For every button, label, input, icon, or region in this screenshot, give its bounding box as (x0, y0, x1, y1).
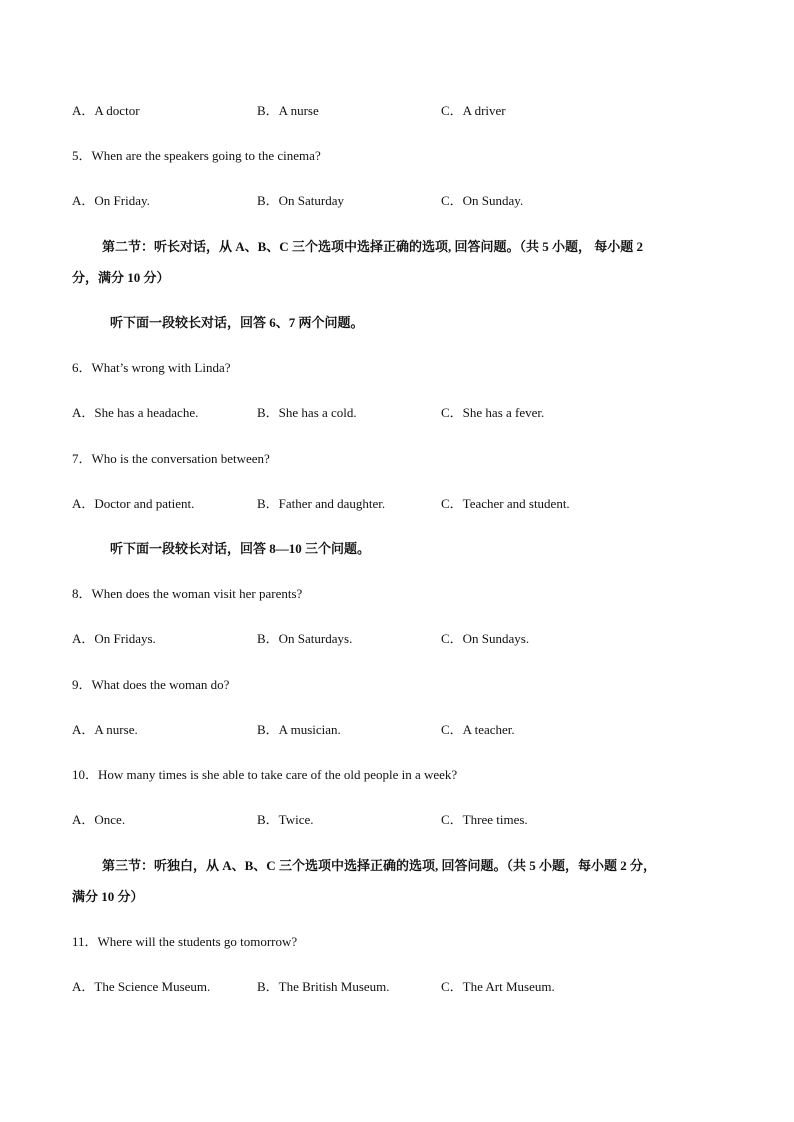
q8-stem: 8．When does the woman visit her parents? (72, 586, 303, 601)
section3-heading-line2: 满分 10 分） (72, 889, 144, 904)
q10-stem: 10．How many times is she able to take care of the old people in a week? (72, 767, 458, 782)
q5-option-a: A．On Friday. (72, 193, 150, 208)
q4-option-c: C．A driver (441, 103, 506, 118)
q10-option-a: A．Once. (72, 812, 126, 827)
q11-option-b: B．The British Museum. (257, 979, 390, 994)
q8-option-c: C．On Sundays. (441, 631, 530, 646)
q10-option-c: C．Three times. (441, 812, 528, 827)
q6-option-b: B．She has a cold. (257, 405, 357, 420)
q7-option-b: B．Father and daughter. (257, 496, 386, 511)
section2-subheading-1: 听下面一段较长对话，回答 6、7 两个问题。 (110, 315, 364, 330)
q6-option-a: A．She has a headache. (72, 405, 199, 420)
q7-option-c: C．Teacher and student. (441, 496, 570, 511)
q11-option-a: A．The Science Museum. (72, 979, 211, 994)
q5-option-c: C．On Sunday. (441, 193, 524, 208)
section2-heading-line1: 第二节：听长对话，从 A、B、C 三个选项中选择正确的选项, 回答问题。（共 5 小题， 每小题 2 (102, 239, 643, 254)
q8-option-a: A．On Fridays. (72, 631, 156, 646)
q11-stem: 11．Where will the students go tomorrow? (72, 934, 298, 949)
q9-option-b: B．A musician. (257, 722, 341, 737)
section3-heading-line1: 第三节：听独白，从 A、B、C 三个选项中选择正确的选项, 回答问题。（共 5 小题，每小题 2 分， (102, 858, 656, 873)
q9-option-a: A．A nurse. (72, 722, 138, 737)
section2-subheading-2: 听下面一段较长对话，回答 8—10 三个问题。 (110, 541, 371, 556)
q9-option-c: C．A teacher. (441, 722, 515, 737)
q5-stem: 5．When are the speakers going to the cinema? (72, 148, 321, 163)
q6-stem: 6．What’s wrong with Linda? (72, 360, 231, 375)
section2-heading-line2: 分，满分 10 分） (72, 270, 170, 285)
q7-stem: 7．Who is the conversation between? (72, 451, 270, 466)
q6-option-c: C．She has a fever. (441, 405, 545, 420)
q5-option-b: B．On Saturday (257, 193, 345, 208)
q9-stem: 9．What does the woman do? (72, 677, 230, 692)
q10-option-b: B．Twice. (257, 812, 314, 827)
q11-option-c: C．The Art Museum. (441, 979, 555, 994)
q4-option-a: A．A doctor (72, 103, 140, 118)
q4-option-b: B．A nurse (257, 103, 319, 118)
q8-option-b: B．On Saturdays. (257, 631, 353, 646)
q7-option-a: A．Doctor and patient. (72, 496, 195, 511)
